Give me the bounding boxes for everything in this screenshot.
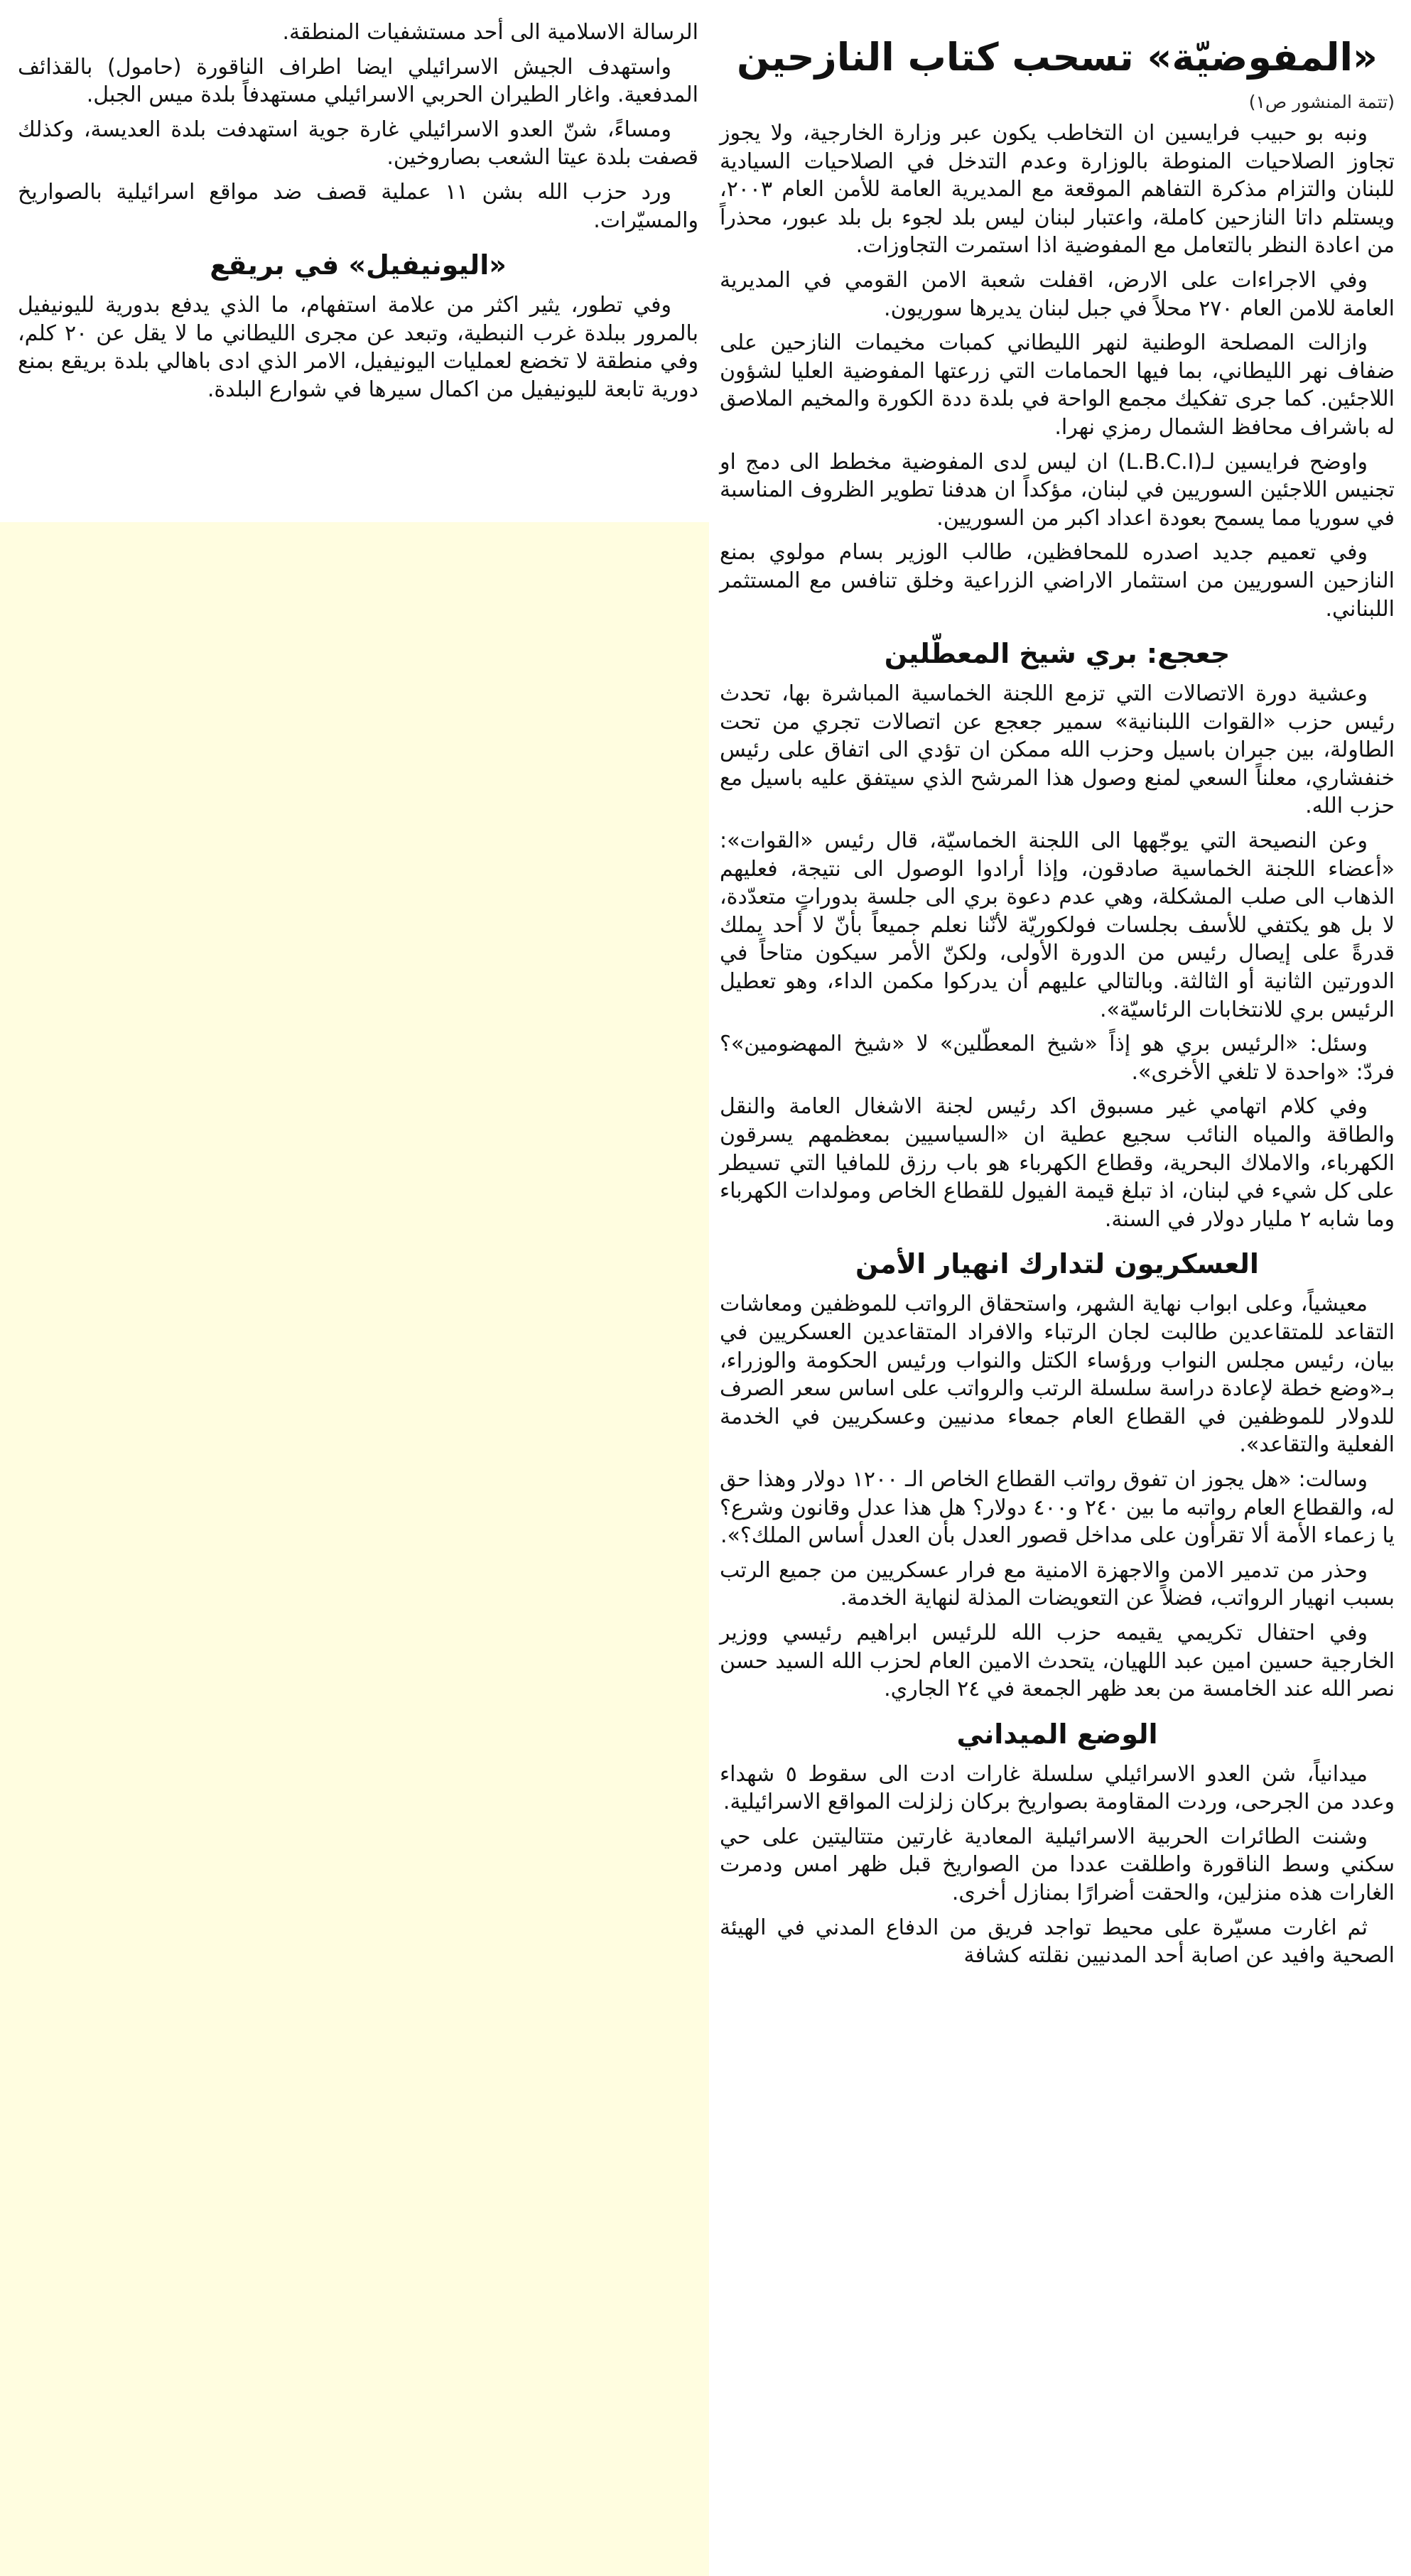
article-paragraph: وفي كلام اتهامي غير مسبوق اكد رئيس لجنة الاشغال العامة والنقل والطاقة والمياه النائب سجيع عطية ان «السياسيين بمعظمهم يسرقون الكهرباء، والاملاك البحرية، وقطاع الكهرباء هو باب رزق للمافيا التي تسيطر على كل شيء في لبنان، اذ تبلغ قيمة الفيول للقطاع الخاص ومولدات الكهرباء وما شابه ٢ مليار دولار في السنة. (720, 1094, 1395, 1232)
empty-yellow-area (0, 522, 709, 2576)
article-paragraph: ومساءً، شنّ العدو الاسرائيلي غارة جوية استهدفت بلدة العديسة، وكذلك قصفت بلدة عيتا الشعب بصاروخين. (18, 117, 698, 171)
article-paragraph: وحذر من تدمير الامن والاجهزة الامنية مع فرار عسكريين من جميع الرتب بسبب انهيار الرواتب، فضلاً عن التعويضات المذلة لنهاية الخدمة. (720, 1557, 1395, 1611)
article-paragraph: ثم اغارت مسيّرة على محيط تواجد فريق من الدفاع المدني في الهيئة الصحية وافيد عن اصابة أحد المدنيين نقلته كشافة (720, 1915, 1395, 1969)
article-paragraph: واوضح فرايسين لـ(L.B.C.I) ان ليس لدى المفوضية مخطط الى دمج او تجنيس اللاجئين السوريين في لبنان، مؤكداً ان هدفنا تطوير الظروف المناسبة في سوريا مما يسمح بعودة اعداد اكبر من السوريين. (720, 449, 1395, 531)
section-heading-unifil: «اليونيفيل» في بريقع (210, 249, 507, 281)
continuation-column (18, 18, 698, 411)
article-paragraph: ونبه بو حبيب فرايسين ان التخاطب يكون عبر وزارة الخارجية، ولا يجوز تجاوز الصلاحيات المنوطة بالوزارة وعدم التدخل في الصلاحيات السيادية للبنان والتزام مذكرة التفاهم الموقعة مع المديرية العامة للأمن العام ٢٠٠٣، ويستلم داتا النازحين كاملة، واعتبار لبنان ليس بلد لجوء بل بلد عبور، محذراً من اعادة النظر بالتعامل مع المفوضية اذا استمرت التجاوزات. (720, 121, 1395, 259)
article-paragraph: وازالت المصلحة الوطنية لنهر الليطاني كمبات مخيمات النازحين على ضفاف نهر الليطاني، بما فيها الحمامات التي زرعتها المفوضية العليا لشؤون اللاجئين. كما جرى تفكيك مجمع الواحة في بلدة ددة الكورة والمخيم الملاصق له باشراف محافظ الشمال رمزي نهرا. (720, 330, 1395, 440)
article-paragraph: معيشياً، وعلى ابواب نهاية الشهر، واستحقاق الرواتب للموظفين ومعاشات التقاعد للمتقاعدين طالبت لجان الرتباء والافراد المتقاعدين العسكريين في بيان، رئيس مجلس النواب ورؤساء الكتل والنواب ورئيس الحكومة والوزراء، بـ«وضع خطة لإعادة دراسة سلسلة الرتب والرواتب على اساس سعر الصرف للدولار للموظفين في القطاع العام جمعاء مدنيين وعسكريين في الخدمة الفعلية والتقاعد». (720, 1292, 1395, 1458)
article-paragraph: وسئل: «الرئيس بري هو إذاً «شيخ المعطّلين» لا «شيخ المهضومين»؟ فردّ: «واحدة لا تلغي الأخرى». (720, 1032, 1395, 1085)
article-headline: «المفوضيّة» تسحب كتاب النازحين (737, 35, 1378, 80)
article-paragraph: الرسالة الاسلامية الى أحد مستشفيات المنطقة. (282, 20, 698, 45)
section-heading-field: الوضع الميداني (956, 1718, 1158, 1750)
article-paragraph: وفي تعميم جديد اصدره للمحافظين، طالب الوزير بسام مولوي بمنع النازحين السوريين من استثمار الاراضي الزراعية وخلق تنافس مع المستثمر اللبناني. (720, 540, 1395, 622)
article-paragraph: وفي تطور، يثير اكثر من علامة استفهام، ما الذي يدفع بدورية لليونيفيل بالمرور ببلدة غرب النبطية، وتبعد عن مجرى الليطاني ما لا يقل عن ٢٠ كلم، وفي منطقة لا تخضع لعمليات اليونيفيل، الامر الذي ادى باهالي بلدة بريقع بمنع دورية تابعة لليونيفيل من اكمال سيرها في شوارع البلدة. (18, 293, 698, 402)
continuation-source-note: (تتمة المنشور ص١) (1248, 92, 1395, 112)
section-heading-geagea: جعجع: بري شيخ المعطّلين (884, 638, 1231, 670)
article-paragraph: وسالت: «هل يجوز ان تفوق رواتب القطاع الخاص الـ ١٢٠٠ دولار وهذا حق له، والقطاع العام رواتبه ما بين ٢٤٠ و٤٠٠ دولار؟ هل هذا عدل وقانون وشرع؟ يا زعماء الأمة ألا تقرأون على مداخل قصور العدل بأن العدل أساس الملك؟». (720, 1466, 1395, 1549)
article-paragraph: وفي احتفال تكريمي يقيمه حزب الله للرئيس ابراهيم رئيسي ووزير الخارجية حسين امين عبد اللهيان، يتحدث الامين العام لحزب الله السيد حسن نصر الله عند الخامسة من بعد ظهر الجمعة في ٢٤ الجاري. (720, 1620, 1395, 1702)
article-paragraph: ورد حزب الله بشن ١١ عملية قصف ضد مواقع اسرائيلية بالصواريخ والمسيّرات. (18, 179, 698, 233)
article-paragraph: واستهدف الجيش الاسرائيلي ايضا اطراف الناقورة (حامول) بالقذائف المدفعية. واغار الطيران الحربي الاسرائيلي مستهدفاً بلدة ميس الجبل. (18, 54, 698, 108)
article-paragraph: وفي الاجراءات على الارض، اقفلت شعبة الامن القومي في المديرية العامة للامن العام ٢٧٠ محلاً في جبل لبنان يديرها سوريون. (720, 267, 1395, 321)
article-paragraph: وعن النصيحة التي يوجّهها الى اللجنة الخماسيّة، قال رئيس «القوات»: «أعضاء اللجنة الخماسية صادقون، وإذا أرادوا الوصول الى نتيجة، فعليهم الذهاب الى صلب المشكلة، وهي عدم دعوة بري الى جلسة بدوراتٍ متعدّدة، لا بل هو يكتفي للأسف بجلسات فولكوريّة لأنّنا نعلم جميعاً بأنّ لا أحد يملك قدرةً على إيصال رئيس من الدورة الأولى، ولكنّ الأمر سيكون متاحاً في الدورتين الثانية أو الثالثة. وبالتالي عليهم أن يدركوا مكمن الداء، وهو تعطيل الرئيس بري للانتخابات الرئاسيّة». (720, 828, 1395, 1022)
article-paragraph: ميدانياً، شن العدو الاسرائيلي سلسلة غارات ادت الى سقوط ٥ شهداء وعدد من الجرحى، وردت المقاومة بصواريخ بركان زلزلت المواقع الاسرائيلية. (720, 1761, 1395, 1815)
article-paragraph: وعشية دورة الاتصالات التي تزمع اللجنة الخماسية المباشرة بها، تحدث رئيس حزب «القوات اللبنانية» سمير جعجع عن اتصالات تجري من تحت الطاولة، بين جبران باسيل وحزب الله ممكن ان تؤدي الى اتفاق على رئيس خنفشاري، معلناً السعي لمنع وصول هذا المرشح الذي سيتفق عليه باسيل مع حزب الله. (720, 681, 1395, 819)
article-paragraph: وشنت الطائرات الحربية الاسرائيلية المعادية غارتين متتاليتين على حي سكني وسط الناقورة واطلقت عددا من الصواريخ قبل ظهر امس ودمرت الغارات هذه منزلين، والحقت أضرارًا بمنازل أخرى. (720, 1824, 1395, 1906)
main-article-column (720, 18, 1395, 1976)
section-heading-military: العسكريون لتدارك انهيار الأمن (855, 1248, 1259, 1280)
